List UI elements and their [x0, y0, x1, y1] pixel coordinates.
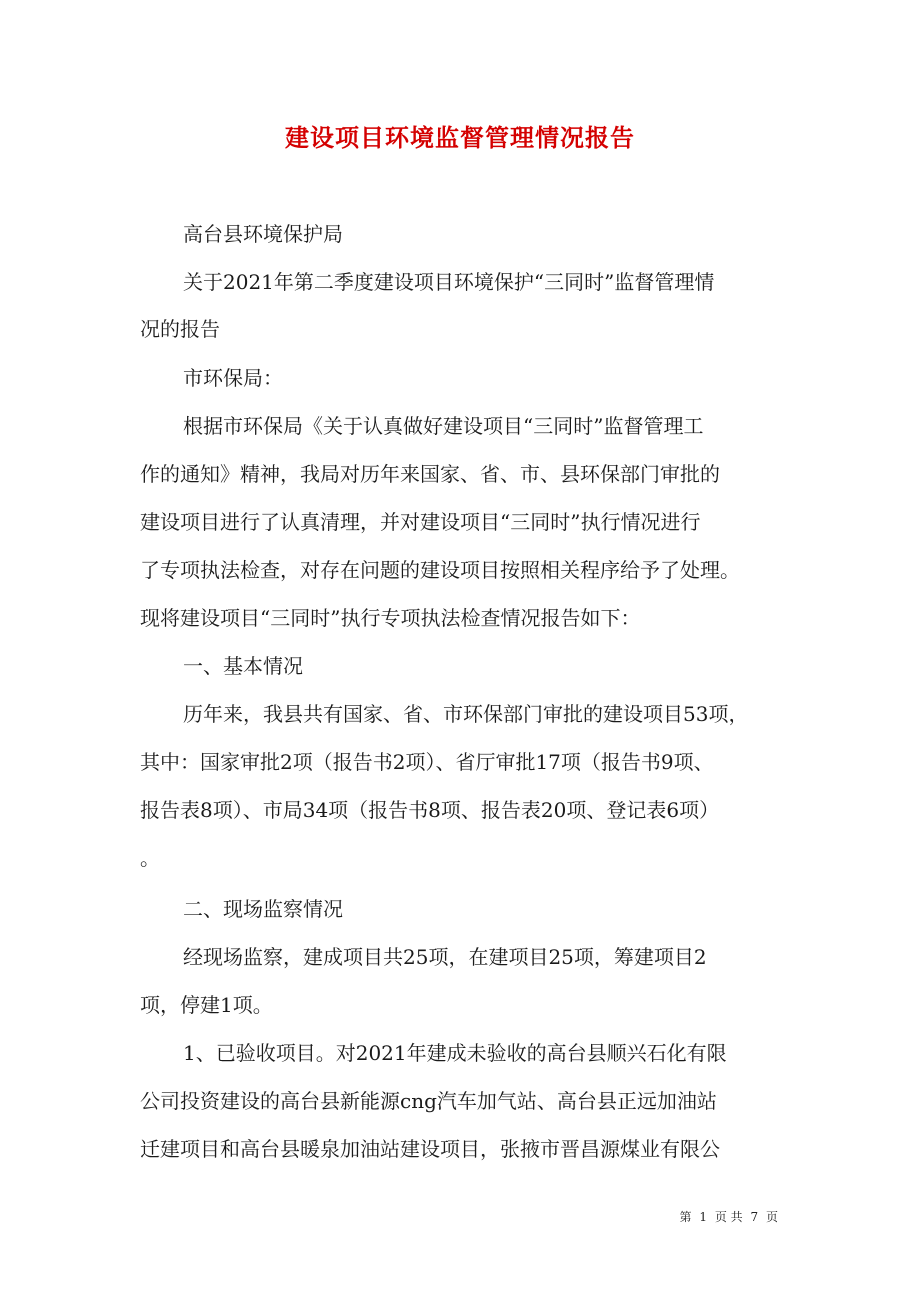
footer-mid: 页 共 — [714, 1210, 743, 1224]
document-title: 建设项目环境监督管理情况报告 — [285, 123, 635, 152]
paragraph-line: 建设项目进行了认真清理，并对建设项目“三同时”执行情况进行 — [140, 510, 701, 534]
paragraph-line: 公司投资建设的高台县新能源cng汽车加气站、高台县正远加油站 — [140, 1089, 717, 1113]
paragraph-line: 。 — [140, 846, 160, 870]
page-number: 1 — [699, 1210, 708, 1224]
paragraph-line: 高台县环境保护局 — [183, 222, 343, 246]
paragraph-line: 1、已验收项目。对2021年建成未验收的高台县顺兴石化有限 — [183, 1041, 727, 1065]
footer-prefix: 第 — [679, 1210, 692, 1224]
section-heading: 二、现场监察情况 — [183, 897, 343, 921]
total-pages: 7 — [750, 1210, 759, 1224]
paragraph-line: 其中：国家审批2项（报告书2项）、省厅审批17项（报告书9项、 — [140, 750, 714, 774]
paragraph-line: 根据市环保局《关于认真做好建设项目“三同时”监督管理工 — [183, 414, 704, 438]
paragraph-line: 关于2021年第二季度建设项目环境保护“三同时”监督管理情 — [183, 270, 715, 294]
paragraph-line: 迁建项目和高台县暖泉加油站建设项目，张掖市晋昌源煤业有限公 — [140, 1137, 720, 1161]
paragraph-line: 了专项执法检查，对存在问题的建设项目按照相关程序给予了处理。 — [140, 558, 740, 582]
paragraph-line: 项，停建1项。 — [140, 993, 273, 1017]
paragraph-line: 作的通知》精神，我局对历年来国家、省、市、县环保部门审批的 — [140, 462, 720, 486]
paragraph-line: 报告表8项）、市局34项（报告书8项、报告表20项、登记表6项） — [140, 798, 720, 822]
paragraph-line: 经现场监察，建成项目共25项，在建项目25项，筹建项目2 — [183, 945, 707, 969]
page-footer — [678, 1208, 780, 1225]
paragraph-line: 现将建设项目“三同时”执行专项执法检查情况报告如下： — [140, 606, 641, 630]
footer-suffix: 页 — [765, 1210, 778, 1224]
paragraph-line: 况的报告 — [140, 317, 220, 341]
paragraph-line: 历年来，我县共有国家、省、市环保部门审批的建设项目53项， — [183, 702, 749, 726]
section-heading: 一、基本情况 — [183, 654, 303, 678]
paragraph-line: 市环保局： — [183, 366, 283, 390]
